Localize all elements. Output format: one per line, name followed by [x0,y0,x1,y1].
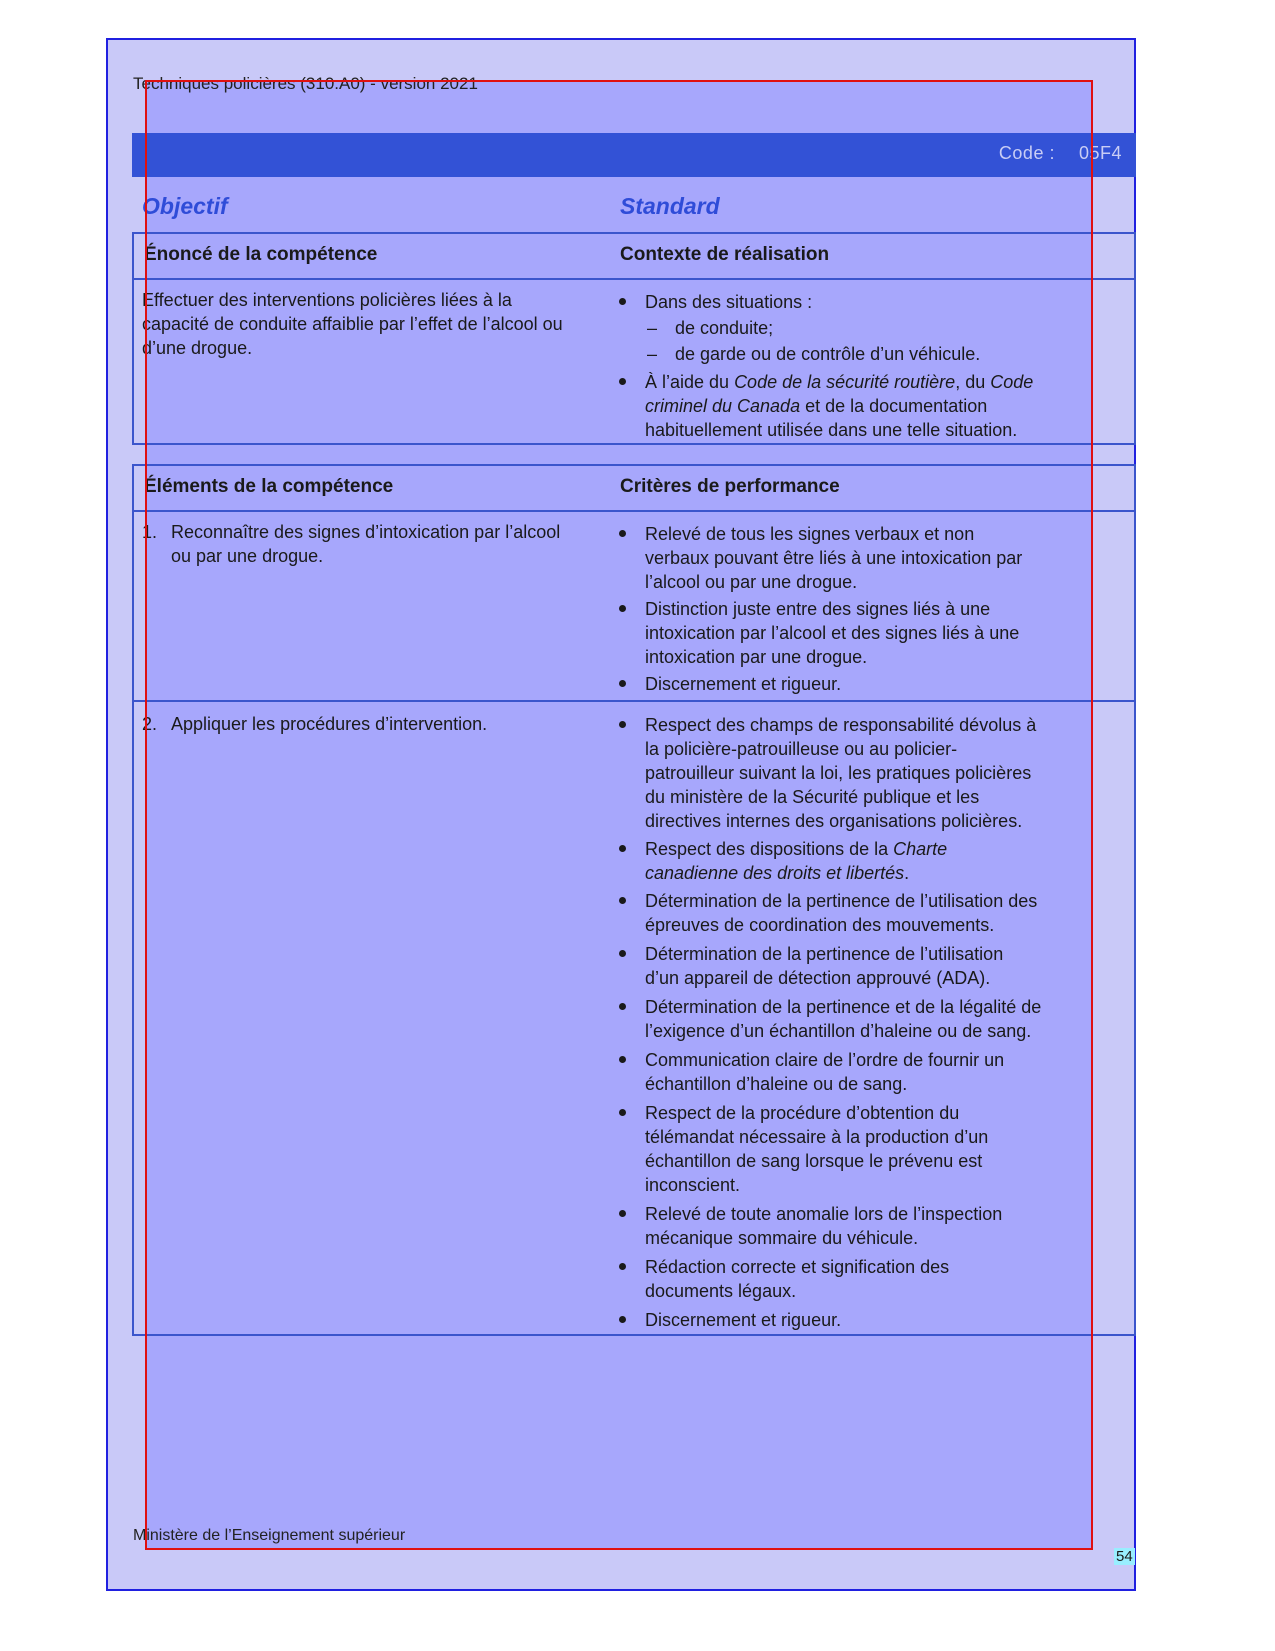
el2-criterion-c9-line-0 [645,1255,1115,1279]
bullet-icon [619,1316,626,1323]
footer-ministry: Ministère de l’Enseignement supérieur [133,1527,406,1544]
el2-criterion-c7-line-1-text: télémandat nécessaire à la production d’un [645,1127,989,1147]
code-label [999,143,1122,164]
el2-criterion-c7-line-0-text: Respect de la procédure d’obtention du [645,1103,960,1123]
el2-criterion-c1-line-3-text: du ministère de la Sécurité publique et les [645,787,980,807]
el2-criterion-c7-line-3-text: inconscient. [645,1175,741,1195]
objectif-heading: Objectif [142,193,228,219]
element-1-line-2: ou par une drogue. [171,546,324,566]
context-bullet-1 [645,290,1115,314]
code-label-text: Code : [998,143,1055,163]
standard-heading: Standard [620,193,720,219]
page-number: 54 [1116,1548,1133,1565]
el2-criterion-c9-line-0-text: Rédaction correcte et signification des [645,1257,950,1277]
el2-criterion-c5-line-1-text: l’exigence d’un échantillon d’haleine ou de sang. [645,1021,1032,1041]
context-bullet-2-line-3: habituellement utilisée dans une telle situation. [645,420,1018,440]
el2-criterion-c1-line-0-text: Respect des champs de responsabilité dévolus à [645,715,1037,735]
el1-criterion-c2-line-1 [645,621,1115,645]
el1-criterion-c1-line-2-text: l’alcool ou par une drogue. [645,572,858,592]
el2-criterion-c3-line-0-text: Détermination de la pertinence de l’utilisation des [645,891,1038,911]
code-value: 05F4 [1078,143,1122,163]
el2-criterion-c8-line-0-text: Relevé de toute anomalie lors de l’inspection [645,1204,1003,1224]
c2-i2: canadienne des droits et libertés [645,863,905,883]
context-bullet-2-i2: Code [990,372,1034,392]
el2-criterion-c4-line-1 [645,966,1115,990]
el2-criterion-c6-line-0-text: Communication claire de l’ordre de fournir un [645,1050,1005,1070]
c2-i1: Charte [893,839,948,859]
el2-criterion-c1-line-2 [645,761,1115,785]
enonce-header: Énoncé de la compétence [144,244,378,265]
el2-criterion-c1-line-2-text: patrouilleur suivant la loi, les pratiques policières [645,763,1032,783]
context-bullet-2 [645,370,1115,394]
el1-criterion-c2-line-2 [645,645,1115,669]
bullet-icon [619,1003,626,1010]
bullet-icon [619,530,626,537]
element-2-line-1: Appliquer les procédures d’intervention. [171,714,488,734]
el1-criterion-c2-line-2-text: intoxication par une drogue. [645,647,868,667]
competence-box-header [134,234,1134,280]
criteres-header: Critères de performance [620,476,840,497]
bullet-icon [619,1056,626,1063]
statement-line-2: capacité de conduite affaiblie par l’effet de l’alcool ou [142,314,563,334]
el2-criterion-c5-line-0-text: Détermination de la pertinence et de la légalité de [645,997,1042,1017]
el2-criterion-c5-line-0 [645,995,1115,1019]
el2-criterion-c8-line-1-text: mécanique sommaire du véhicule. [645,1228,919,1248]
c2-a: Respect des dispositions de la [645,839,894,859]
el2-criterion-c1-line-4 [645,809,1115,833]
bullet-icon [619,378,626,385]
bullet-icon [619,845,626,852]
el2-criterion-c8-line-1 [645,1226,1115,1250]
el2-criterion-c1-line-3 [645,785,1115,809]
el2-criterion-c2-line-1 [645,861,1115,885]
elements-header: Éléments de la compétence [144,476,394,497]
bullet-icon [619,298,626,305]
el2-criterion-c5-line-1 [645,1019,1115,1043]
el2-criterion-c6-line-1 [645,1072,1115,1096]
row-divider [132,700,1136,702]
el2-criterion-c10-line-0 [645,1308,1115,1332]
c2-end: . [904,863,910,883]
context-bullet-2-b: , du [955,372,991,392]
el2-criterion-c7-line-0 [645,1101,1115,1125]
el2-criterion-c1-line-1 [645,737,1115,761]
bullet-icon [619,1263,626,1270]
bullet-icon [619,721,626,728]
element-1-num: 1. [142,522,158,542]
el2-criterion-c6-line-1-text: échantillon d’haleine ou de sang. [645,1074,908,1094]
statement-line-1: Effectuer des interventions policières liées à la [142,290,512,310]
el2-criterion-c4-line-1-text: d’un appareil de détection approuvé (ADA). [645,968,991,988]
el2-criterion-c3-line-1-text: épreuves de coordination des mouvements. [645,915,995,935]
contexte-header: Contexte de réalisation [620,244,830,265]
element-2-num: 2. [142,714,158,734]
code-bar [132,133,1136,177]
el1-criterion-c1-line-0 [645,522,1115,546]
el1-criterion-c1-line-1 [645,546,1115,570]
el1-criterion-c2-line-1-text: intoxication par l’alcool et des signes liés à une [645,623,1020,643]
el2-criterion-c7-line-3 [645,1173,1115,1197]
el2-criterion-c2-line-0 [645,837,1115,861]
el1-criterion-c3-line-0-text: Discernement et rigueur. [645,674,842,694]
el2-criterion-c7-line-2 [645,1149,1115,1173]
bullet-icon [619,1109,626,1116]
el1-criterion-c1-line-0-text: Relevé de tous les signes verbaux et non [645,524,975,544]
bullet-icon [619,680,626,687]
el2-criterion-c6-line-0 [645,1048,1115,1072]
el1-criterion-c1-line-2 [645,570,1115,594]
context-bullet-1-text: Dans des situations : [645,292,813,312]
bullet-icon [619,897,626,904]
context-bullet-2-l2-i: criminel du Canada [645,396,801,416]
el1-criterion-c2-line-0 [645,597,1115,621]
el2-criterion-c7-line-1 [645,1125,1115,1149]
context-bullet-2-a: À l’aide du [645,372,735,392]
element-1-line-1: Reconnaître des signes d’intoxication par l’alcool [171,522,561,542]
statement-line-3: d’une drogue. [142,338,253,358]
context-bullet-2-i: Code de la sécurité routière [734,372,956,392]
el1-criterion-c2-line-0-text: Distinction juste entre des signes liés à une [645,599,991,619]
el2-criterion-c10-line-0-text: Discernement et rigueur. [645,1310,842,1330]
bullet-icon [619,1210,626,1217]
el2-criterion-c3-line-1 [645,913,1115,937]
elements-box-header [134,466,1134,512]
el2-criterion-c7-line-2-text: échantillon de sang lorsque le prévenu est [645,1151,983,1171]
bullet-icon [619,605,626,612]
context-bullet-2-l2-b: et de la documentation [800,396,988,416]
el1-criterion-c3-line-0 [645,672,1115,696]
el2-criterion-c1-line-1-text: la policière-patrouilleuse ou au policier- [645,739,958,759]
el1-criterion-c1-line-1-text: verbaux pouvant être liés à une intoxication par [645,548,1023,568]
el2-criterion-c8-line-0 [645,1202,1115,1226]
program-title: Techniques policières (310.A0) - version 2021 [133,74,478,93]
el2-criterion-c9-line-1 [645,1279,1115,1303]
el2-criterion-c4-line-0-text: Détermination de la pertinence de l’utilisation [645,944,1004,964]
el2-criterion-c4-line-0 [645,942,1115,966]
context-bullet-2-line-2 [645,394,1115,418]
el2-criterion-c9-line-1-text: documents légaux. [645,1281,797,1301]
context-dash-2: – de garde ou de contrôle d’un véhicule. [675,342,980,366]
bullet-icon [619,950,626,957]
context-dash-1: – de conduite; [675,316,773,340]
el2-criterion-c3-line-0 [645,889,1115,913]
el2-criterion-c1-line-4-text: directives internes des organisations policières. [645,811,1023,831]
el2-criterion-c1-line-0 [645,713,1115,737]
